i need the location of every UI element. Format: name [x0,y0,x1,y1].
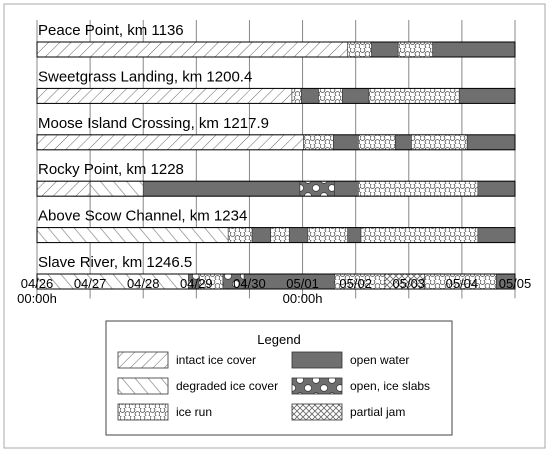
x-tick-label: 05/01 [286,276,319,291]
segment-open [478,181,515,196]
segment-intact [37,88,292,103]
legend-item-run [118,404,212,420]
segment-run [228,228,252,243]
segment-run [318,88,342,103]
x-tick-label: 04/29 [180,276,213,291]
segment-open [396,135,412,150]
segment-degraded [37,274,188,289]
x-tick-sublabel: 00:00h [282,291,323,306]
x-tick-sublabel: 00:00h [17,291,57,306]
site-bar [37,88,515,103]
segment-run [271,228,290,243]
site-title: Moose Island Crossing, km 1217.9 [38,114,269,132]
segment-degraded [37,228,228,243]
segment-run [358,181,478,196]
legend-item-intact [118,352,256,368]
legend-label: intact ice cover [176,353,257,367]
segment-open [333,135,358,150]
legend-swatch [118,352,168,368]
segment-open [342,88,369,103]
x-tick-label: 04/30 [233,276,266,291]
segment-run [348,42,372,57]
segment-run [369,88,459,103]
legend-label: open, ice slabs [350,379,431,393]
legend-title: Legend [257,332,301,347]
legend-label: partial jam [350,405,406,419]
x-tick-label: 05/04 [445,276,479,291]
segment-degraded [90,181,143,196]
segment-run [292,88,302,103]
segment-open [334,181,358,196]
legend-label: open water [350,353,410,367]
site-title: Peace Point, km 1136 [38,22,184,39]
x-tick-label: 04/26 [20,276,54,291]
site-title: Rocky Point, km 1228 [38,161,184,179]
segment-open [459,88,515,103]
legend-swatch [292,378,342,394]
segment-open [478,228,515,243]
site-bar [37,135,515,150]
x-tick-label: 04/28 [126,276,160,291]
segment-open [301,88,318,103]
legend-label: ice run [176,405,213,419]
segment-open [433,42,515,57]
segment-open [252,228,271,243]
segment-slabs [300,181,335,196]
segment-run [304,135,334,150]
x-tick-label: 05/02 [339,276,372,291]
segment-intact [37,42,348,57]
site-title: Above Scow Channel, km 1234 [38,207,248,225]
legend-swatch [118,404,168,420]
site-bar [37,228,515,243]
segment-open [467,135,515,150]
site-title: Slave River, km 1246.5 [38,254,193,271]
site-title: Sweetgrass Landing, km 1200.4 [38,68,253,86]
x-tick-label: 05/05 [498,276,532,291]
legend [106,321,452,435]
segment-run [361,228,478,243]
segment-open [143,181,300,196]
segment-run [358,135,395,150]
segment-open [372,42,399,57]
segment-run [398,42,433,57]
site-bar [37,181,515,196]
segment-intact [37,181,90,196]
legend-label: degraded ice cover [176,379,279,393]
legend-swatch [292,352,342,368]
legend-item-slabs [292,378,430,394]
segment-open [348,228,361,243]
segment-run [411,135,467,150]
x-tick-label: 05/03 [392,276,426,291]
legend-item-degraded [118,378,278,394]
segment-open [289,228,308,243]
site-bar [37,42,515,57]
segment-intact [37,135,304,150]
site-bar [37,274,515,289]
legend-swatch [118,378,168,394]
x-tick-label: 04/27 [73,276,107,291]
segment-run [308,228,348,243]
legend-swatch [292,404,342,420]
legend-item-open [292,352,409,368]
